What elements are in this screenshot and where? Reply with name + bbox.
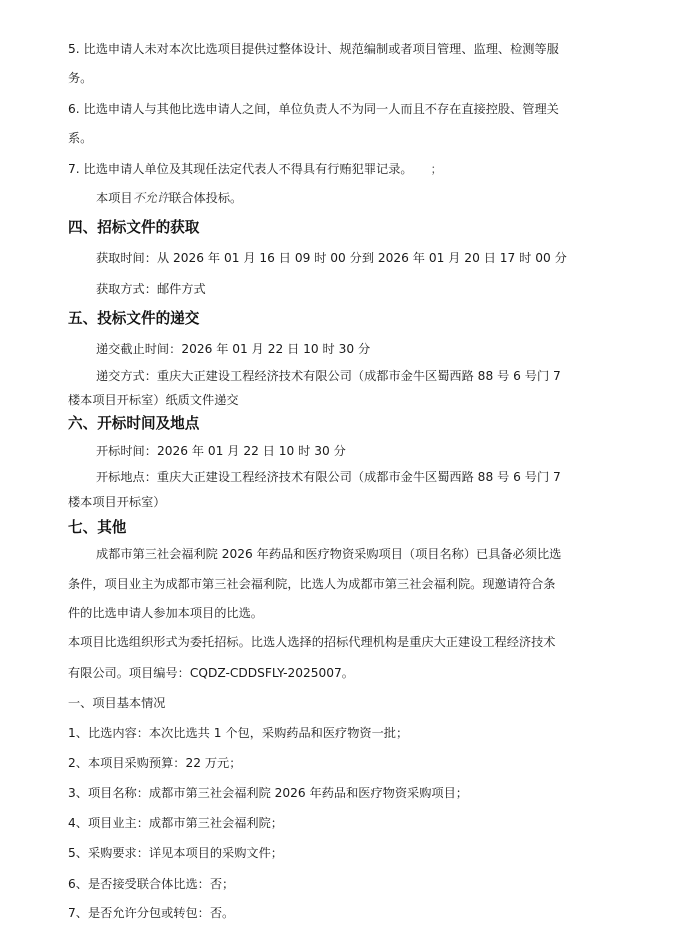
opening-time-value: 2026 年 01 月 22 日 10 时 30 分 <box>156 444 346 458</box>
other-paragraph-2-line-1: 本项目比选组织形式为委托招标。比选人选择的招标代理机构是重庆大正建设工程经济技术 <box>68 635 556 649</box>
acquisition-time-value: 从 2026 年 01 月 16 日 09 时 00 分到 2026 年 01 月 20 日 17 时 00 分 <box>156 251 567 265</box>
acquisition-time-label: 获取时间： <box>96 251 157 265</box>
section-5-heading: 五、投标文件的递交 <box>68 310 200 327</box>
qualification-item-5-line-2: 务。 <box>68 71 93 85</box>
basic-info-item: 1、比选内容：本次比选共 1 个包，采购药品和医疗物资一批； <box>68 726 409 740</box>
submission-deadline-value: 2026 年 01 月 22 日 10 时 30 分 <box>181 342 371 356</box>
consortium-statement <box>96 190 242 206</box>
consortium-italic-text: 不允许 <box>132 191 170 205</box>
opening-time <box>96 443 346 459</box>
acquisition-method <box>96 281 206 297</box>
basic-info-title: 一、项目基本情况 <box>68 696 166 710</box>
basic-info-item: 2、本项目采购预算：22 万元； <box>68 756 242 770</box>
basic-info-item: 6、是否接受联合体比选：否； <box>68 877 235 891</box>
qualification-item-7-text: 7. 比选申请人单位及其现任法定代表人不得具有行贿犯罪记录。 <box>68 162 413 176</box>
basic-info-item: 4、项目业主：成都市第三社会福利院； <box>68 816 283 830</box>
qualification-item-7 <box>68 161 443 177</box>
submission-method-line-1: 递交方式：重庆大正建设工程经济技术有限公司（成都市金牛区蜀西路 88 号 6 号门 7 <box>96 369 561 383</box>
submission-deadline <box>96 341 370 357</box>
opening-place-line-2: 楼本项目开标室） <box>68 495 166 509</box>
basic-info-item: 3、项目名称：成都市第三社会福利院 2026 年药品和医疗物资采购项目； <box>68 786 468 800</box>
basic-info-item: 5、采购要求：详见本项目的采购文件； <box>68 846 283 860</box>
opening-place-line-1: 开标地点：重庆大正建设工程经济技术有限公司（成都市金牛区蜀西路 88 号 6 号门 7 <box>96 470 561 484</box>
other-paragraph-2-line-2: 有限公司。项目编号：CQDZ-CDDSFLY-2025007。 <box>68 666 354 680</box>
qualification-item-6-line-2: 系。 <box>68 131 93 145</box>
opening-time-label: 开标时间： <box>96 444 157 458</box>
basic-info-item: 7、是否允许分包或转包：否。 <box>68 906 235 920</box>
other-paragraph-1-line-1: 成都市第三社会福利院 2026 年药品和医疗物资采购项目（项目名称）已具备必须比选 <box>96 547 562 561</box>
consortium-prefix: 本项目 <box>96 191 133 205</box>
section-7-heading: 七、其他 <box>68 519 127 536</box>
submission-method-line-2: 楼本项目开标室）纸质文件递交 <box>68 393 239 407</box>
qualification-item-6-line-1: 6. 比选申请人与其他比选申请人之间，单位负责人不为同一人而且不存在直接控股、管理关 <box>68 102 559 116</box>
other-paragraph-1-line-3: 件的比选申请人参加本项目的比选。 <box>68 606 263 620</box>
submission-deadline-label: 递交截止时间： <box>96 342 182 356</box>
consortium-suffix: 联合体投标。 <box>169 191 243 205</box>
acquisition-time <box>96 250 567 266</box>
acquisition-method-label: 获取方式： <box>96 282 157 296</box>
acquisition-method-value: 邮件方式 <box>156 282 206 296</box>
qualification-item-5-line-1: 5. 比选申请人未对本次比选项目提供过整体设计、规范编制或者项目管理、监理、检测等服 <box>68 42 559 56</box>
other-paragraph-1-line-2: 条件，项目业主为成都市第三社会福利院，比选人为成都市第三社会福利院。现邀请符合条 <box>68 577 556 591</box>
section-4-heading: 四、招标文件的获取 <box>68 219 200 236</box>
qualification-item-7-mark: ； <box>430 162 443 176</box>
section-6-heading: 六、开标时间及地点 <box>68 415 200 432</box>
